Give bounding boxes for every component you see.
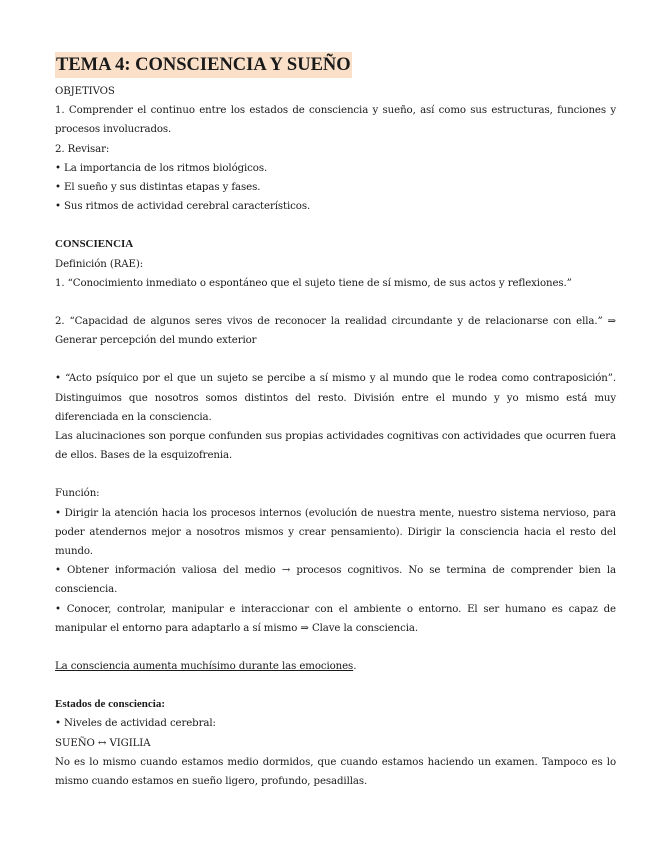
definicion-2: 2. “Capacidad de algunos seres vivos de reconocer la realidad circundante y de relacionarse con ella.” ⇒ Generar percepción del mundo exterior [55,316,616,347]
definicion-3: • “Acto psíquico por el que un sujeto se percibe a sí mismo y al mundo que le rodea como contraposición”. Distinguimos que nosotros somos distintos del resto. División entre el mundo y yo mismo está muy diferenciada en la consciencia. [55,373,616,423]
objetivo-item-1: 1. Comprender el continuo entre los estados de consciencia y sueño, así como sus estructuras, funciones y procesos involucrados. [55,105,616,136]
funcion-item: • Obtener información valiosa del medio → procesos cognitivos. No se termina de comprender bien la consciencia. [55,565,616,596]
objetivo-bullet: • Sus ritmos de actividad cerebral característicos. [55,201,311,213]
definicion-label: Definición (RAE): [55,258,144,270]
emociones-note [55,657,616,676]
definicion-1: 1. “Conocimiento inmediato o espontáneo que el sujeto tiene de sí mismo, de sus actos y reflexiones.” [55,277,572,289]
document-page [55,52,616,791]
objetivo-item-2: 2. Revisar: [55,143,110,155]
consciencia-heading: CONSCIENCIA [55,238,134,251]
estados-text: No es lo mismo cuando estamos medio dormidos, que cuando estamos haciendo un examen. Tampoco es lo mismo cuando estamos en sueño ligero, profundo, pesadillas. [55,756,616,788]
objetivos-heading: OBJETIVOS [55,86,115,97]
emociones-underlined: La consciencia aumenta muchísimo durante las emociones [55,661,354,673]
funcion-label: Función: [55,488,100,500]
objetivo-bullet: • La importancia de los ritmos biológicos. [55,162,268,174]
emociones-tail: . [353,661,357,673]
estados-heading: Estados de consciencia: [55,698,165,711]
page-title: TEMA 4: CONSCIENCIA Y SUEÑO [55,52,352,78]
funcion-item: • Conocer, controlar, manipular e interaccionar con el ambiente o entorno. El ser humano es capaz de manipular el entorno para adaptarlo a sí mismo ⇒ Clave la consciencia. [55,603,616,634]
objetivo-bullet: • El sueño y sus distintas etapas y fases. [55,182,261,194]
estados-scale: SUEÑO ↔ VIGILIA [55,737,151,749]
funcion-item: • Dirigir la atención hacia los procesos internos (evolución de nuestra mente, nuestro sistema nervioso, para poder atendernos mejor a nosotros mismos y crear pensamiento). Dirigir la consciencia hacia el resto del mundo. [55,507,616,558]
alucinaciones-text: Las alucinaciones son porque confunden sus propias actividades cognitivas con actividades que ocurren fuera de ellos. Bases de la esquizofrenia. [55,431,616,462]
estados-bullet: • Niveles de actividad cerebral: [55,718,216,730]
